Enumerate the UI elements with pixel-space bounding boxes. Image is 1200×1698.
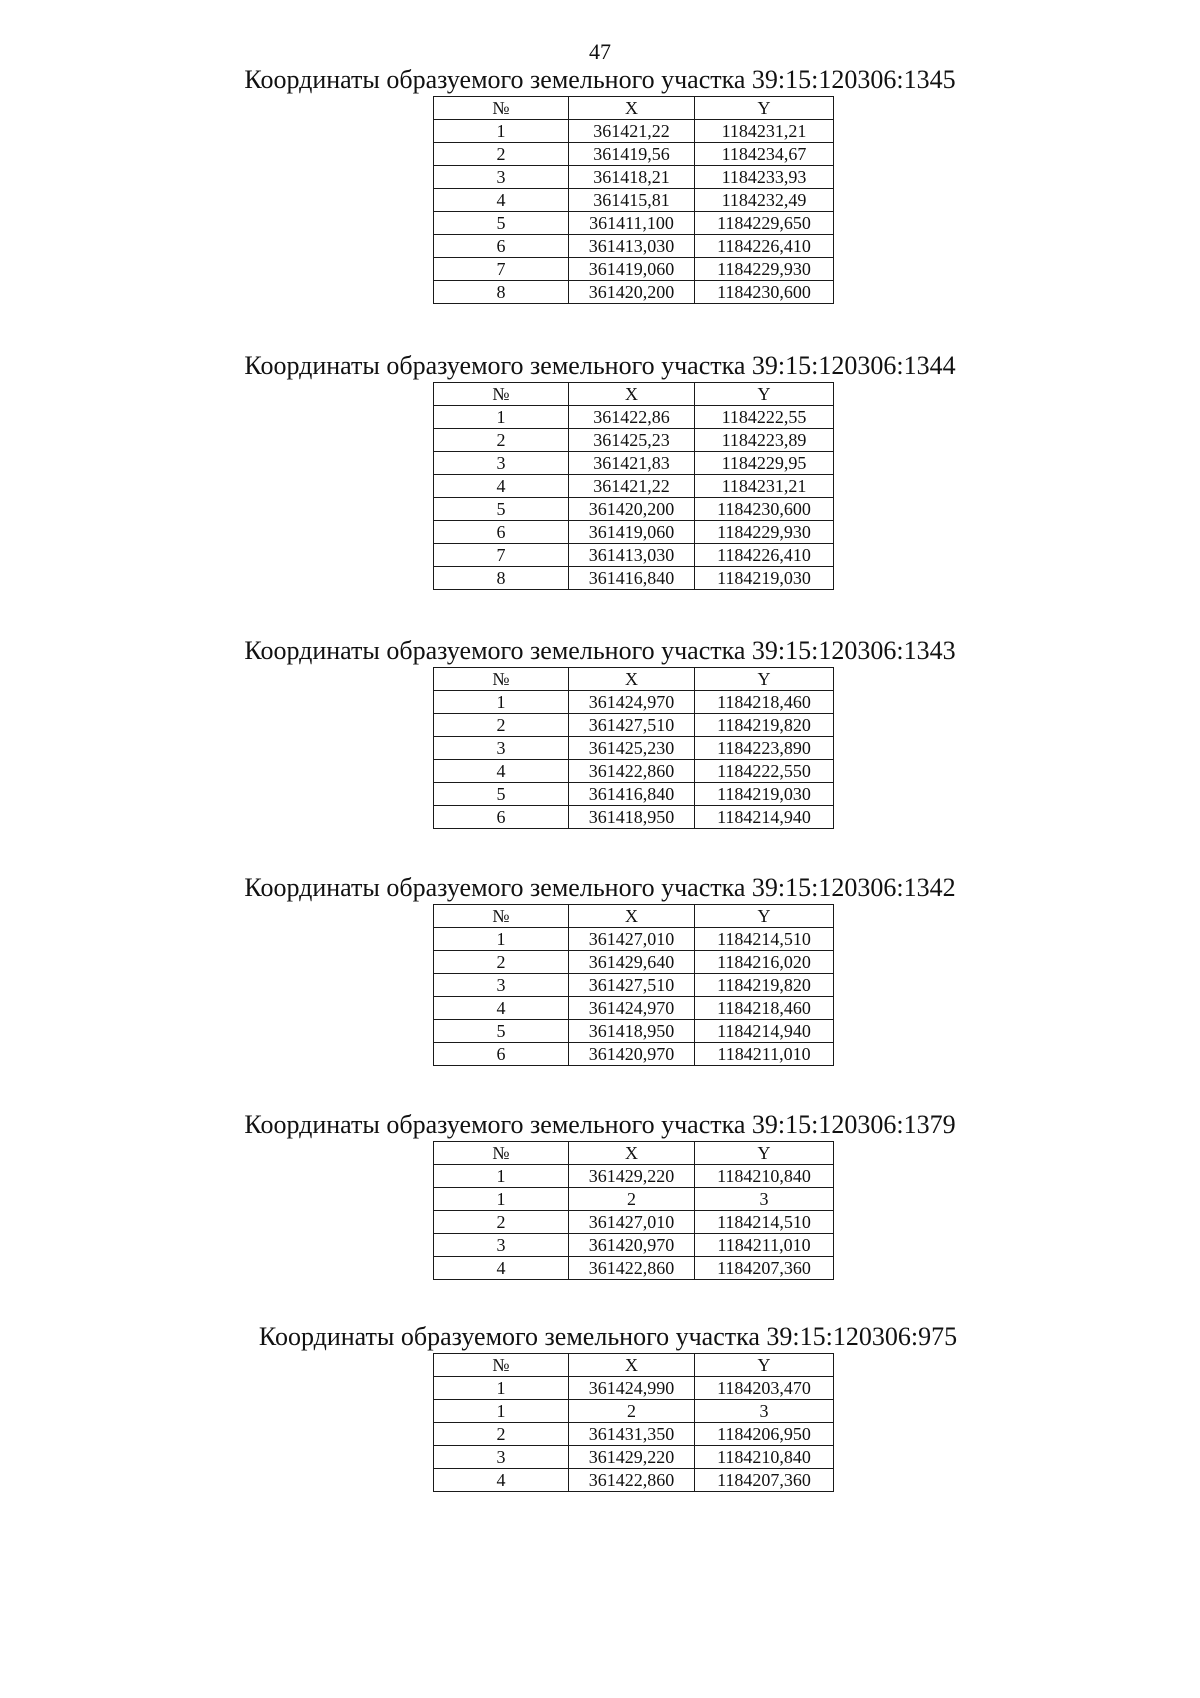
y-coordinate-cell: 1184211,010 [695,1234,834,1257]
y-coordinate-cell: 1184229,95 [695,452,834,475]
table-row [434,760,834,783]
column-header-y: Y [695,97,834,120]
point-number-cell: 5 [434,1020,569,1043]
y-coordinate-cell: 1184219,820 [695,714,834,737]
x-coordinate-cell: 361427,010 [569,1211,695,1234]
y-coordinate-cell: 1184222,550 [695,760,834,783]
column-header-number: № [434,1142,569,1165]
table-row [434,1165,834,1188]
y-coordinate-cell: 1184231,21 [695,120,834,143]
y-coordinate-cell: 3 [695,1400,834,1423]
coordinate-section [0,874,1200,1066]
coordinates-table [433,667,834,829]
table-row [434,1211,834,1234]
column-header-number: № [434,1354,569,1377]
y-coordinate-cell: 1184214,940 [695,806,834,829]
x-coordinate-cell: 361427,510 [569,974,695,997]
page-number: 47 [589,39,611,64]
table-row [434,429,834,452]
coordinate-section [0,66,1200,304]
x-coordinate-cell: 361421,22 [569,120,695,143]
table-row [434,521,834,544]
point-number-cell: 1 [434,928,569,951]
y-coordinate-cell: 1184207,360 [695,1257,834,1280]
table-row [434,235,834,258]
x-coordinate-cell: 361419,060 [569,258,695,281]
x-coordinate-cell: 361418,950 [569,806,695,829]
column-header-y: Y [695,668,834,691]
column-header-x: X [569,668,695,691]
y-coordinate-cell: 1184229,930 [695,521,834,544]
y-coordinate-cell: 1184229,930 [695,258,834,281]
y-coordinate-cell: 1184231,21 [695,475,834,498]
section-title: Координаты образуемого земельного участка 39:15:120306:1345 [244,65,956,94]
point-number-cell: 6 [434,1043,569,1066]
table-row [434,1377,834,1400]
point-number-cell: 4 [434,189,569,212]
point-number-cell: 2 [434,714,569,737]
x-coordinate-cell: 361418,950 [569,1020,695,1043]
x-coordinate-cell: 361419,56 [569,143,695,166]
table-row [434,928,834,951]
y-coordinate-cell: 1184206,950 [695,1423,834,1446]
point-number-cell: 8 [434,281,569,304]
y-coordinate-cell: 1184214,510 [695,1211,834,1234]
point-number-cell: 3 [434,974,569,997]
coordinate-section [0,637,1200,829]
table-row [434,143,834,166]
coordinate-section [0,1111,1200,1280]
point-number-cell: 6 [434,521,569,544]
table-row [434,452,834,475]
x-coordinate-cell: 361418,21 [569,166,695,189]
coordinates-table [433,96,834,304]
y-coordinate-cell: 1184223,890 [695,737,834,760]
x-coordinate-cell: 361413,030 [569,544,695,567]
table-row [434,1423,834,1446]
section-title: Координаты образуемого земельного участка 39:15:120306:1344 [244,351,956,380]
table-header-row [434,383,834,406]
column-header-y: Y [695,383,834,406]
point-number-cell: 1 [434,120,569,143]
x-coordinate-cell: 361422,86 [569,406,695,429]
x-coordinate-cell: 361424,990 [569,1377,695,1400]
column-header-y: Y [695,905,834,928]
table-header-row [434,905,834,928]
y-coordinate-cell: 1184223,89 [695,429,834,452]
section-title: Координаты образуемого земельного участка 39:15:120306:1379 [244,1110,956,1139]
point-number-cell: 5 [434,783,569,806]
x-coordinate-cell: 361420,970 [569,1043,695,1066]
y-coordinate-cell: 1184216,020 [695,951,834,974]
table-row [434,714,834,737]
table-row [434,806,834,829]
point-number-cell: 2 [434,429,569,452]
table-row [434,498,834,521]
table-header-row [434,97,834,120]
x-coordinate-cell: 2 [569,1188,695,1211]
table-row [434,544,834,567]
x-coordinate-cell: 361419,060 [569,521,695,544]
point-number-cell: 1 [434,1400,569,1423]
coordinates-table [433,382,834,590]
table-header-row [434,668,834,691]
y-coordinate-cell: 1184219,030 [695,567,834,590]
column-header-x: X [569,1354,695,1377]
table-row [434,951,834,974]
table-row [434,1188,834,1211]
y-coordinate-cell: 1184214,510 [695,928,834,951]
x-coordinate-cell: 361431,350 [569,1423,695,1446]
y-coordinate-cell: 1184233,93 [695,166,834,189]
column-header-number: № [434,668,569,691]
point-number-cell: 8 [434,567,569,590]
x-coordinate-cell: 361415,81 [569,189,695,212]
point-number-cell: 2 [434,143,569,166]
point-number-cell: 5 [434,212,569,235]
table-row [434,406,834,429]
x-coordinate-cell: 361427,010 [569,928,695,951]
table-row [434,737,834,760]
x-coordinate-cell: 361422,860 [569,1257,695,1280]
table-row [434,189,834,212]
point-number-cell: 4 [434,1469,569,1492]
y-coordinate-cell: 3 [695,1188,834,1211]
y-coordinate-cell: 1184218,460 [695,691,834,714]
coordinate-section [0,1323,1200,1492]
y-coordinate-cell: 1184234,67 [695,143,834,166]
table-row [434,691,834,714]
point-number-cell: 1 [434,1377,569,1400]
y-coordinate-cell: 1184226,410 [695,544,834,567]
point-number-cell: 7 [434,544,569,567]
point-number-cell: 1 [434,691,569,714]
table-row [434,281,834,304]
coordinates-table [433,904,834,1066]
column-header-number: № [434,97,569,120]
y-coordinate-cell: 1184219,030 [695,783,834,806]
column-header-x: X [569,1142,695,1165]
x-coordinate-cell: 361429,640 [569,951,695,974]
point-number-cell: 1 [434,1188,569,1211]
x-coordinate-cell: 361424,970 [569,691,695,714]
point-number-cell: 6 [434,235,569,258]
table-row [434,997,834,1020]
x-coordinate-cell: 361420,970 [569,1234,695,1257]
y-coordinate-cell: 1184218,460 [695,997,834,1020]
table-row [434,1400,834,1423]
table-row [434,212,834,235]
y-coordinate-cell: 1184229,650 [695,212,834,235]
table-row [434,1469,834,1492]
y-coordinate-cell: 1184230,600 [695,281,834,304]
x-coordinate-cell: 361416,840 [569,783,695,806]
column-header-x: X [569,905,695,928]
point-number-cell: 4 [434,1257,569,1280]
x-coordinate-cell: 361420,200 [569,498,695,521]
x-coordinate-cell: 361422,860 [569,1469,695,1492]
column-header-y: Y [695,1354,834,1377]
point-number-cell: 2 [434,1423,569,1446]
column-header-x: X [569,383,695,406]
x-coordinate-cell: 361413,030 [569,235,695,258]
x-coordinate-cell: 2 [569,1400,695,1423]
table-row [434,166,834,189]
table-row [434,1020,834,1043]
y-coordinate-cell: 1184207,360 [695,1469,834,1492]
y-coordinate-cell: 1184210,840 [695,1165,834,1188]
table-row [434,258,834,281]
y-coordinate-cell: 1184211,010 [695,1043,834,1066]
x-coordinate-cell: 361424,970 [569,997,695,1020]
point-number-cell: 3 [434,1446,569,1469]
x-coordinate-cell: 361422,860 [569,760,695,783]
point-number-cell: 3 [434,737,569,760]
point-number-cell: 3 [434,452,569,475]
table-row [434,567,834,590]
point-number-cell: 5 [434,498,569,521]
table-row [434,1446,834,1469]
x-coordinate-cell: 361425,23 [569,429,695,452]
y-coordinate-cell: 1184226,410 [695,235,834,258]
point-number-cell: 4 [434,760,569,783]
y-coordinate-cell: 1184232,49 [695,189,834,212]
point-number-cell: 3 [434,1234,569,1257]
coordinates-table [433,1353,834,1492]
y-coordinate-cell: 1184219,820 [695,974,834,997]
y-coordinate-cell: 1184214,940 [695,1020,834,1043]
x-coordinate-cell: 361427,510 [569,714,695,737]
y-coordinate-cell: 1184230,600 [695,498,834,521]
x-coordinate-cell: 361411,100 [569,212,695,235]
point-number-cell: 1 [434,1165,569,1188]
point-number-cell: 3 [434,166,569,189]
section-title: Координаты образуемого земельного участка 39:15:120306:1343 [244,636,956,665]
x-coordinate-cell: 361429,220 [569,1446,695,1469]
x-coordinate-cell: 361420,200 [569,281,695,304]
column-header-number: № [434,905,569,928]
column-header-x: X [569,97,695,120]
table-row [434,1234,834,1257]
table-row [434,1257,834,1280]
point-number-cell: 2 [434,951,569,974]
table-row [434,783,834,806]
column-header-number: № [434,383,569,406]
table-row [434,120,834,143]
x-coordinate-cell: 361425,230 [569,737,695,760]
column-header-y: Y [695,1142,834,1165]
x-coordinate-cell: 361416,840 [569,567,695,590]
table-row [434,1043,834,1066]
y-coordinate-cell: 1184203,470 [695,1377,834,1400]
y-coordinate-cell: 1184222,55 [695,406,834,429]
section-title: Координаты образуемого земельного участка 39:15:120306:1342 [244,873,956,902]
point-number-cell: 6 [434,806,569,829]
x-coordinate-cell: 361421,83 [569,452,695,475]
y-coordinate-cell: 1184210,840 [695,1446,834,1469]
coordinates-table [433,1141,834,1280]
table-header-row [434,1354,834,1377]
table-row [434,475,834,498]
table-header-row [434,1142,834,1165]
x-coordinate-cell: 361429,220 [569,1165,695,1188]
section-title: Координаты образуемого земельного участка 39:15:120306:975 [258,1322,958,1351]
point-number-cell: 7 [434,258,569,281]
point-number-cell: 4 [434,475,569,498]
coordinate-section [0,352,1200,590]
table-row [434,974,834,997]
point-number-cell: 4 [434,997,569,1020]
point-number-cell: 1 [434,406,569,429]
x-coordinate-cell: 361421,22 [569,475,695,498]
point-number-cell: 2 [434,1211,569,1234]
